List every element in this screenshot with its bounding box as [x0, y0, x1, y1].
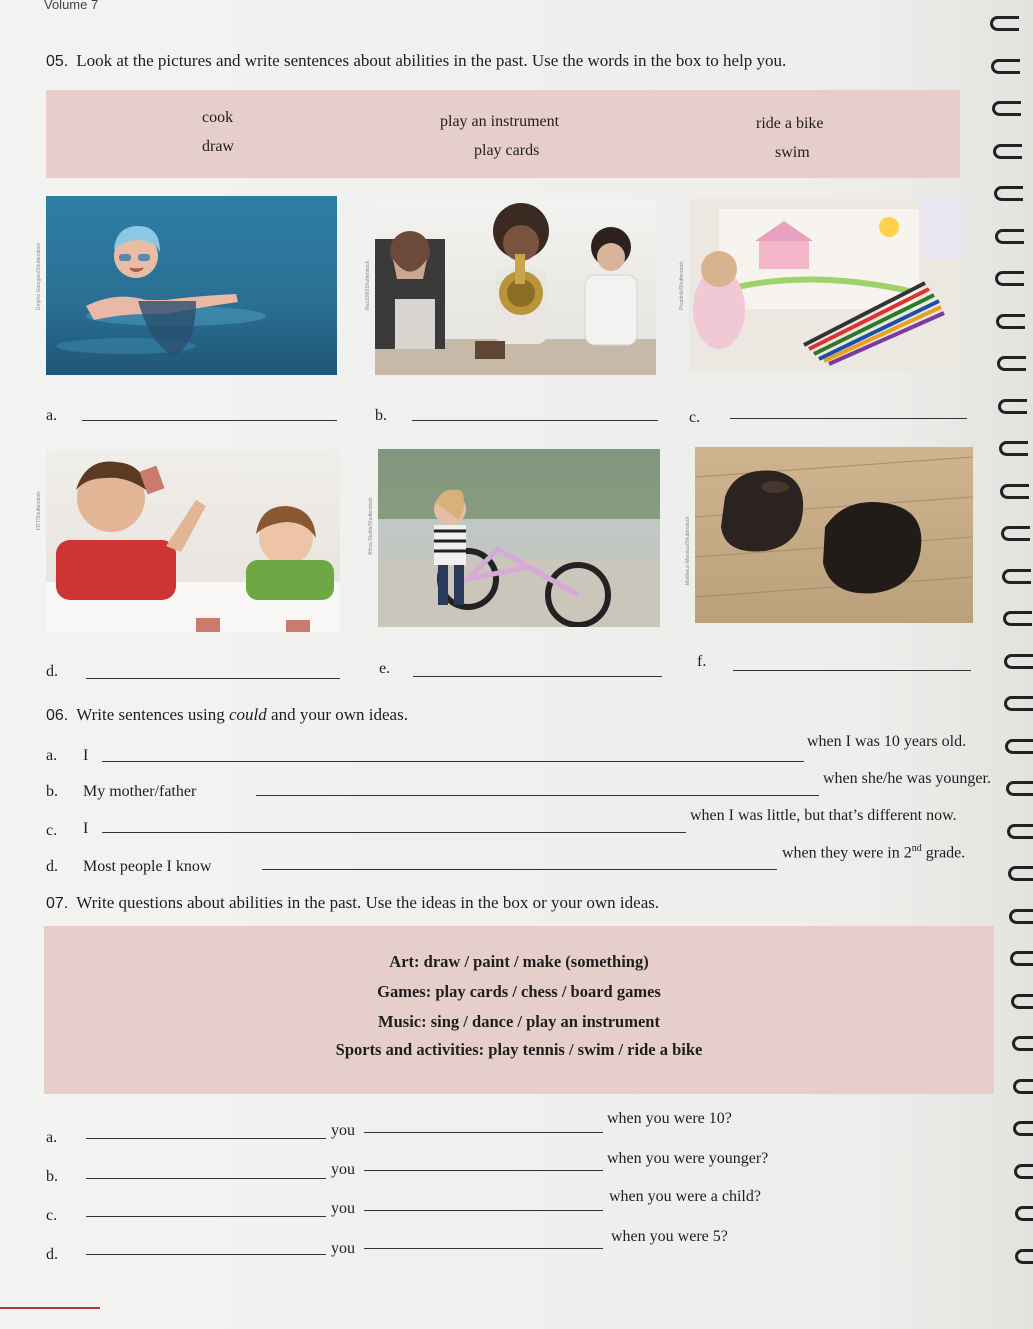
- ex07-you-b: you: [331, 1161, 355, 1178]
- ideas-games: Games: play cards / chess / board games: [377, 982, 661, 1001]
- ex06-end-b: when she/he was younger.: [823, 770, 991, 787]
- ex06-start-c: I: [83, 820, 89, 837]
- binding-ring: [1009, 909, 1033, 924]
- swimmer-illustration: [46, 196, 337, 375]
- ex05-instruction: [46, 51, 786, 71]
- ex06-end-d-post: grade.: [921, 844, 966, 862]
- ex06-instruction-em: could: [229, 705, 267, 724]
- item-label-e: e.: [379, 660, 391, 677]
- ex05-number: 05.: [46, 53, 69, 70]
- item-label-a: a.: [46, 407, 58, 424]
- binding-ring: [995, 271, 1024, 286]
- binding-ring: [1006, 781, 1033, 796]
- cards-illustration: [46, 450, 340, 632]
- binding-ring: [1002, 569, 1031, 584]
- ex06-start-d: Most people I know: [83, 858, 212, 875]
- binding-ring: [1004, 654, 1033, 669]
- binding-ring: [996, 314, 1025, 329]
- ex06-end-d-pre: when they were in 2: [782, 844, 912, 862]
- ex06-line-b[interactable]: [256, 795, 819, 796]
- ex07-end-a: when you were 10?: [607, 1110, 732, 1127]
- ex06-end-d: [782, 843, 965, 862]
- binding-ring: [991, 59, 1020, 74]
- item-label-f: f.: [697, 653, 707, 670]
- answer-line-c[interactable]: [730, 418, 967, 419]
- binding-ring: [998, 399, 1027, 414]
- ex06-line-a[interactable]: [102, 761, 804, 762]
- ex07-line-b2[interactable]: [364, 1170, 603, 1171]
- ex06-start-b: My mother/father: [83, 783, 197, 800]
- ex07-you-a: you: [331, 1122, 355, 1139]
- photo-burnt-toast: [695, 447, 973, 623]
- photo-children-playing-cards: [46, 450, 340, 632]
- item-label-c: c.: [689, 409, 701, 426]
- answer-line-e[interactable]: [413, 676, 662, 677]
- ex06-instruction-post: and your own ideas.: [266, 705, 408, 724]
- photo-child-playing-trumpet: [375, 199, 656, 375]
- photo-credit: Africa Studio/Shutterstock: [368, 497, 374, 555]
- binding-ring: [1004, 696, 1033, 711]
- ex06-instruction: [46, 705, 408, 725]
- answer-line-f[interactable]: [733, 670, 971, 671]
- answer-line-a[interactable]: [82, 420, 337, 421]
- binding-ring: [999, 441, 1028, 456]
- photo-credit: Mattheus Mannus/Shutterstock: [685, 516, 691, 585]
- ideas-sports: Sports and activities: play tennis / swim / ride a bike: [335, 1040, 703, 1059]
- binding-ring: [1008, 866, 1033, 881]
- binding-ring: [1001, 526, 1030, 541]
- volume-label: Volume 7: [44, 0, 99, 12]
- binding-ring: [997, 356, 1026, 371]
- ex07-line-d2[interactable]: [364, 1248, 603, 1249]
- word-box-item: play an instrument: [440, 113, 560, 130]
- ex06-line-c[interactable]: [102, 832, 686, 833]
- ex06-line-d[interactable]: [262, 869, 777, 870]
- ex06-end-c: when I was little, but that’s different now.: [690, 807, 957, 824]
- ex07-line-d1[interactable]: [86, 1254, 326, 1255]
- binding-ring: [1000, 484, 1029, 499]
- page-edge-red-line: [0, 1307, 100, 1309]
- ex06-instruction-pre: Write sentences using: [76, 705, 229, 724]
- ex07-you-c: you: [331, 1200, 355, 1217]
- photo-child-falling-off-bike: [378, 449, 660, 627]
- binding-ring: [1012, 1036, 1033, 1051]
- ex07-instruction: [46, 893, 659, 913]
- word-box-item: ride a bike: [756, 115, 824, 132]
- ex07-label-d: d.: [46, 1246, 58, 1263]
- drawing-illustration: [689, 199, 963, 371]
- photo-credit: Prazdnik/Shutterstock: [679, 261, 685, 310]
- photo-credit: FRT/Shutterstock: [36, 491, 42, 530]
- ex06-label-b: b.: [46, 783, 58, 800]
- ex07-you-d: you: [331, 1240, 355, 1257]
- ex06-start-a: I: [83, 747, 89, 764]
- ex07-label-a: a.: [46, 1129, 58, 1146]
- ex07-end-b: when you were younger?: [607, 1150, 769, 1167]
- binding-ring: [995, 229, 1024, 244]
- ideas-music: Music: sing / dance / play an instrument: [378, 1012, 660, 1031]
- ex05-word-box: [46, 90, 960, 178]
- binding-ring: [993, 144, 1022, 159]
- binding-ring: [1011, 994, 1033, 1009]
- ex06-label-a: a.: [46, 747, 58, 764]
- ex07-instruction-text: Write questions about abilities in the past. Use the ideas in the box or your own ideas.: [76, 893, 660, 912]
- item-label-b: b.: [375, 407, 387, 424]
- photo-credit: Rez1000/Shutterstock: [365, 260, 371, 310]
- ex06-end-a: when I was 10 years old.: [807, 733, 967, 750]
- ex06-end-d-sup: nd: [911, 843, 922, 854]
- ex07-end-c: when you were a child?: [609, 1188, 761, 1205]
- toast-illustration: [695, 447, 973, 623]
- binding-ring: [1003, 611, 1032, 626]
- word-box-item: draw: [202, 138, 234, 155]
- photo-credit: Dmytro Georgiev/Shutterstock: [36, 243, 42, 310]
- ex07-label-c: c.: [46, 1207, 58, 1224]
- binding-ring: [1014, 1164, 1033, 1179]
- ex07-line-b1[interactable]: [86, 1178, 326, 1179]
- ex07-end-d: when you were 5?: [611, 1228, 728, 1245]
- binding-ring: [992, 101, 1021, 116]
- ex07-line-a2[interactable]: [364, 1132, 603, 1133]
- binding-ring: [1005, 739, 1033, 754]
- binding-ring: [1007, 824, 1033, 839]
- word-box-item: swim: [775, 144, 810, 161]
- binding-ring: [1013, 1121, 1033, 1136]
- trumpet-illustration: [375, 199, 656, 375]
- binding-ring: [994, 186, 1023, 201]
- ex07-line-c2[interactable]: [364, 1210, 603, 1211]
- photo-child-swimming: [46, 196, 337, 375]
- word-box-item: cook: [202, 109, 234, 126]
- ex07-line-c1[interactable]: [86, 1216, 326, 1217]
- word-box-item: play cards: [474, 142, 540, 159]
- ideas-art: Art: draw / paint / make (something): [389, 952, 649, 971]
- ex07-label-b: b.: [46, 1168, 58, 1185]
- ex06-number: 06.: [46, 707, 69, 724]
- bike-illustration: [378, 449, 660, 627]
- item-label-d: d.: [46, 663, 58, 680]
- binding-ring: [1013, 1079, 1033, 1094]
- photo-child-drawing: [689, 199, 963, 371]
- ex06-label-d: d.: [46, 858, 58, 875]
- binding-ring: [1015, 1206, 1033, 1221]
- binding-ring: [1010, 951, 1033, 966]
- ex06-label-c: c.: [46, 822, 58, 839]
- answer-line-b[interactable]: [412, 420, 658, 421]
- binding-ring: [1015, 1249, 1033, 1264]
- ex05-instruction-text: Look at the pictures and write sentences about abilities in the past. Use the words in the box to help you.: [76, 51, 787, 70]
- ex07-line-a1[interactable]: [86, 1138, 326, 1139]
- binding-ring: [990, 16, 1019, 31]
- answer-line-d[interactable]: [86, 678, 340, 679]
- ex07-number: 07.: [46, 895, 69, 912]
